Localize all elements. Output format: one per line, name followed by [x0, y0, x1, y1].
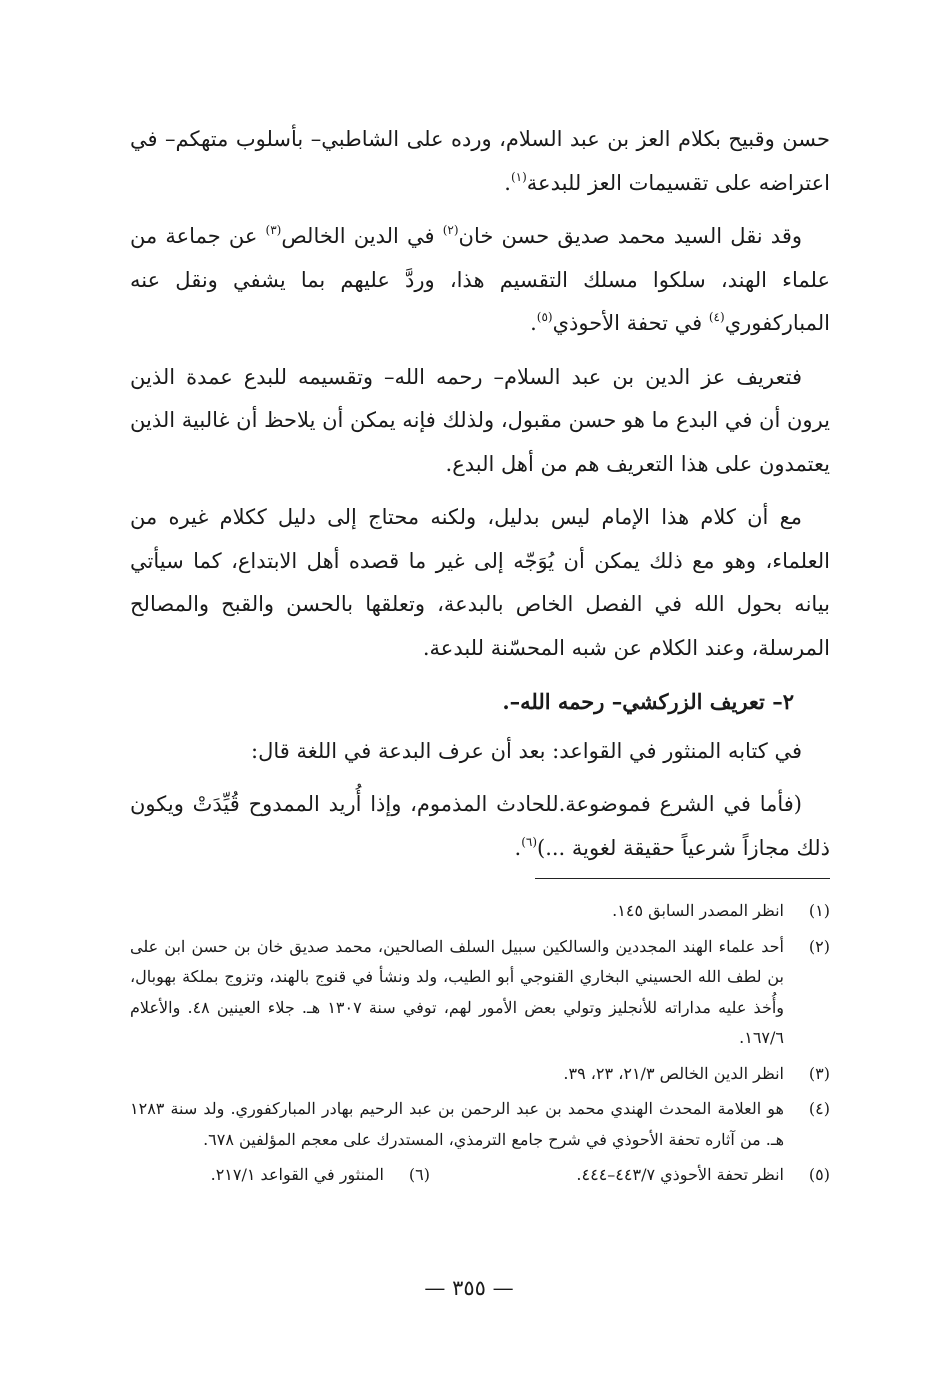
footnote-ref[interactable]: (٢): [442, 223, 459, 237]
footnote-3: [130, 1059, 830, 1090]
footnote-2: [130, 932, 830, 1054]
quote-paragraph: [130, 783, 830, 870]
footnote-ref[interactable]: (٣): [265, 223, 282, 237]
footnote-number: (١): [808, 901, 830, 920]
footnote-4: [130, 1094, 830, 1155]
footnote-ref[interactable]: (٤): [708, 310, 725, 324]
paragraph-text: وقد نقل السيد محمد صديق حسن خان: [458, 224, 803, 248]
footnote-ref[interactable]: (٥): [536, 310, 553, 324]
footnote-text: انظر تحفة الأحوذي ٤٤٣/٧–٤٤٤.: [576, 1165, 784, 1184]
quote-end: .: [514, 835, 522, 860]
paragraph-text: في الدين الخالص: [281, 224, 443, 248]
footnote-pair: [130, 1160, 830, 1191]
paragraph-text: في تحفة الأحوذي: [552, 311, 709, 335]
footnote-text: هو العلامة المحدث الهندي محمد بن عبد الرحمن بن عبد الرحيم بهادر المباركفوري. ولد سنة ١٢٨٣ هـ. من آثاره تحفة الأحوذي في شرح جامع الترمذي، المستدرك على معجم المؤلفين ٦٧٨.: [130, 1099, 784, 1149]
paragraph-4: [130, 496, 830, 670]
footnote-5: [430, 1160, 830, 1191]
paragraph-1: [130, 118, 830, 205]
paragraph-text: حسن وقبيح بكلام العز بن عبد السلام، ورده على الشاطبي– بأسلوب متهكم– في اعتراضه على تقسيمات العز للبدعة: [130, 127, 830, 195]
quote-text: (فأما في الشرع فموضوعة.للحادث المذموم، وإذا أُريد الممدوح قُيِّدَتْ ويكون ذلك مجازاً شرعياً حقيقة لغوية ...): [130, 792, 830, 860]
paragraph-text: .: [504, 170, 511, 195]
footnote-text: المنثور في القواعد ٢١٧/١.: [210, 1165, 384, 1184]
footnote-separator: [535, 878, 830, 879]
footnote-ref[interactable]: (١): [510, 169, 527, 184]
intro-line: في كتابه المنثور في القواعد: بعد أن عرف البدعة في اللغة قال:: [251, 738, 802, 763]
footnote-number: (٦): [408, 1165, 430, 1184]
footnote-6: [211, 1160, 430, 1191]
paragraph-text: عن جماعة من علماء الهند، سلكوا مسلك التقسيم هذا، وردَّ عليهم بما يشفي ونقل عنه المباركفوري: [130, 224, 830, 335]
paragraph-3: [130, 356, 830, 487]
section-heading: ٢– تعريف الزركشي– رحمه الله–.: [502, 689, 794, 714]
page-number: — ٣٥٥ —: [424, 1276, 514, 1300]
footnote-ref[interactable]: (٦): [521, 834, 538, 849]
footnote-text: انظر الدين الخالص ٢١/٣، ٢٣، ٣٩.: [563, 1063, 784, 1083]
footnote-text: أحد علماء الهند المجددين والسالكين سبيل السلف الصالحين، محمد صديق خان بن حسن ابن على بن لطف الله الحسيني البخاري القنوجي أبو الطيب، ولد ونشأ في قنوج بالهند، وتزوج بملكة بهوبال، وأُخذ عليه مداراته للأنجليز وتولي بعض الأمور لهم، توفي سنة ١٣٠٧ هـ. جلاء العينين ٤٨. والأعلام ١٦٧/٦.: [130, 936, 785, 1047]
footnotes: [130, 896, 830, 1191]
footnote-number: (٤): [808, 1099, 830, 1118]
paragraph-text: .: [530, 311, 537, 335]
footnote-number: (٣): [808, 1063, 830, 1083]
paragraph-text: فتعريف عز الدين بن عبد السلام– رحمه الله– وتقسيمه للبدع عمدة الذين يرون أن في البدع ما هو حسن مقبول، ولذلك فإنه يمكن أن يلاحظ أن غالبية الذين يعتمدون على هذا التعريف هم من أهل البدع.: [130, 364, 830, 476]
main-text: [130, 118, 830, 880]
paragraph-2: [130, 215, 830, 346]
paragraph-text: مع أن كلام هذا الإمام ليس بدليل، ولكنه محتاج إلى دليل ككلام غيره من العلماء، وهو مع ذلك يمكن أن يُوَجّه إلى غير ما قصده أهل الابتداع، كما سيأتي بيانه بحول الله في الفصل الخاص بالبدعة، وتعلقها بالحسن والقبح والمصالح المرسلة، وعند الكلام عن شبه المحسّنة للبدعة.: [130, 505, 830, 660]
footnote-number: (٢): [808, 936, 830, 956]
footnote-1: [130, 896, 830, 927]
footnote-number: (٥): [808, 1165, 830, 1184]
footnote-text: انظر المصدر السابق ١٤٥.: [612, 901, 784, 920]
